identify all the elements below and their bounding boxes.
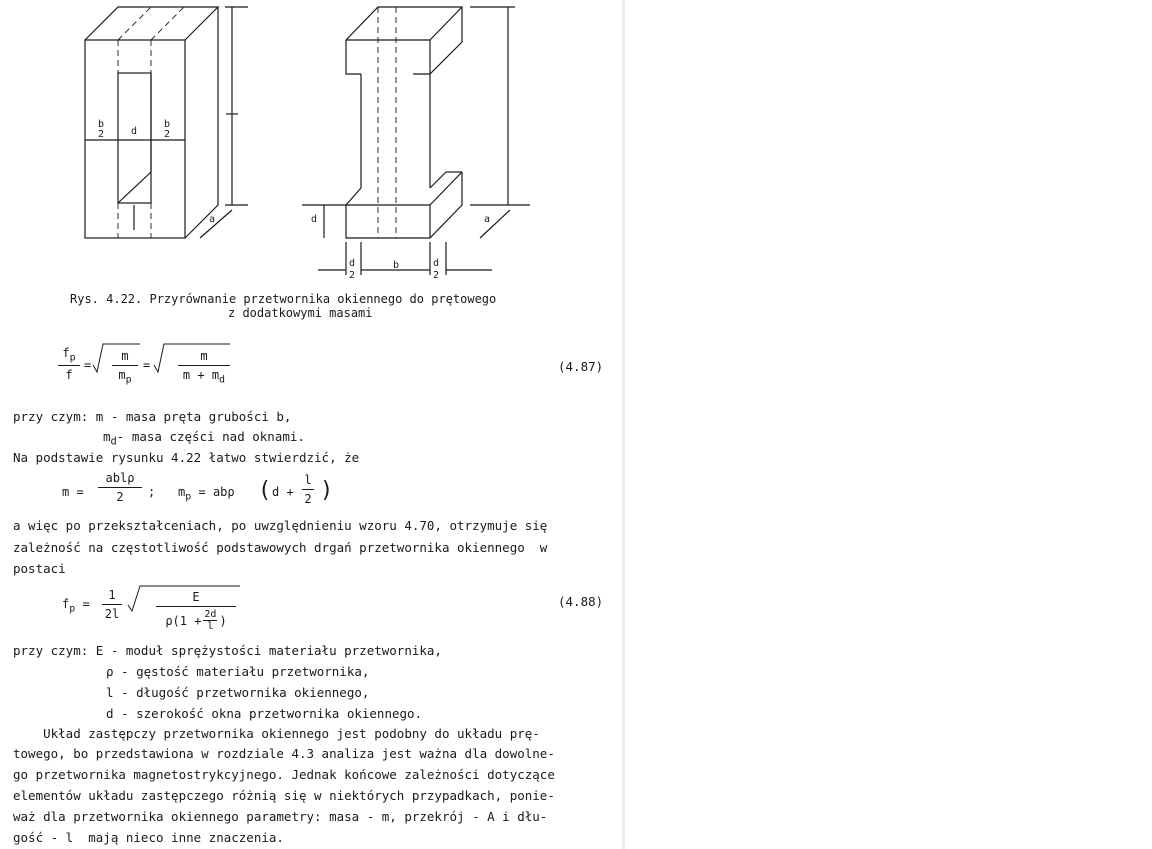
dim-right-d2-right: d <box>433 258 440 269</box>
para2-line4: elementów układu zastępczego różnią się w niektórych przypadkach, ponie- <box>13 788 555 803</box>
where2-line4: d - szerokość okna przetwornika okiennego. <box>106 706 423 721</box>
equation-number-4-88: (4.88) <box>558 594 604 609</box>
figure-caption-line1: Rys. 4.22. Przyrównanie przetwornika okiennego do prętowego <box>70 292 497 306</box>
para1-line1: a więc po przekształceniach, po uwzględnieniu wzoru 4.70, otrzymuje się <box>13 518 548 533</box>
dim-right-b: b <box>393 260 400 271</box>
where1-line3: Na podstawie rysunku 4.22 łatwo stwierdzić, że <box>13 450 360 465</box>
dim-right-side: d <box>311 214 318 225</box>
dim-left-b2: b <box>98 119 105 130</box>
dim-right-depth: a <box>484 214 491 225</box>
blank-pane <box>625 0 1152 849</box>
dim-right-d2-left: d <box>349 258 356 269</box>
para1-line3: postaci <box>13 561 66 576</box>
para2-line6: gość - l mają nieco inne znaczenia. <box>13 830 284 845</box>
para2-line2: towego, bo przedstawiona w rozdziale 4.3 analiza jest ważna dla dowolne- <box>13 746 555 761</box>
where2-line3: l - długość przetwornika okiennego, <box>106 685 370 700</box>
svg-text:2: 2 <box>433 270 440 281</box>
document-page: b 2 d b 2 a d 2 b d 2 d a Rys. 4.22. Przyrównanie przetwornika okiennego do prętowego z dodatkowymi masami $f_p$ f = m $m_p$ = m $m + m_d$ (4.87) przy czym: m - masa pręta grubości b, $m_d-$ masa części nad oknami. Na podstawie rysunku 4.22 łatwo stwierdzić, że m = ablρ 2 ; $m_p = ab\rho$ ( d + l 2 ) a więc po przekształceniach, po uwzględnieniu wzoru 4.70, otrzymuje się zależność na częstotliwość podstawowych drgań przetwornika okiennego w postaci $f_p$ = 1 2l E ρ(1 + 2d l ) (4.88) przy czym: E - moduł sprężystości materiału przetwornika, ρ - gęstość materiału przetwornika, l - długość przetwornika okiennego, d - szerokość okna przetwornika okiennego. Układ zastępczy przetwornika okiennego jest podobny do układu prę- towego, bo przedstawiona w rozdziale 4.3 analiza jest ważna dla dowolne- go przetwornika magnetostrykcyjnego. Jednak końcowe zależności dotyczące elementów układu zastępczego różnią się w niektórych przypadkach, ponie- waż dla przetwornika okiennego parametry: masa - m, przekrój - A i dłu- gość - l mają nieco inne znaczenia. <box>0 0 622 849</box>
svg-text:2: 2 <box>349 270 356 281</box>
dim-left-d: d <box>131 126 138 137</box>
figure-transducers <box>0 0 622 290</box>
para2-line3: go przetwornika magnetostrykcyjnego. Jednak końcowe zależności dotyczące <box>13 767 555 782</box>
para2-line1: Układ zastępczy przetwornika okiennego jest podobny do układu prę- <box>13 726 540 741</box>
where2-line1: przy czym: E - moduł sprężystości materiału przetwornika, <box>13 643 442 658</box>
where2-line2: ρ - gęstość materiału przetwornika, <box>106 664 370 679</box>
para2-line5: waż dla przetwornika okiennego parametry: masa - m, przekrój - A i dłu- <box>13 809 548 824</box>
para1-line2: zależność na częstotliwość podstawowych drgań przetwornika okiennego w <box>13 540 548 555</box>
where1-line2: $m_d-$ masa części nad oknami. <box>103 429 305 448</box>
figure-caption-line2: z dodatkowymi masami <box>228 306 373 320</box>
where1-line1: przy czym: m - masa pręta grubości b, <box>13 409 292 424</box>
equation-number-4-87: (4.87) <box>558 359 604 374</box>
svg-text:2: 2 <box>98 129 105 140</box>
dim-left-b2-right: b <box>164 119 171 130</box>
svg-text:2: 2 <box>164 129 171 140</box>
rod-transducer-drawing <box>302 7 530 275</box>
dim-left-depth: a <box>209 214 216 225</box>
